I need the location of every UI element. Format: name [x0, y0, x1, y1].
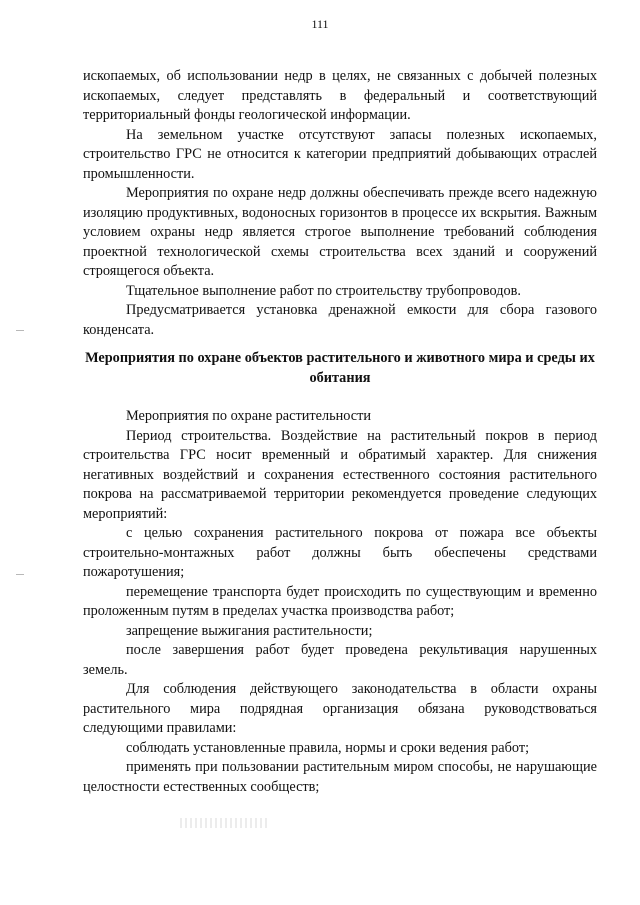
section-heading: Мероприятия по охране объектов растительного и животного мира и среды их обитания [85, 350, 595, 386]
paragraph: Для соблюдения действующего законодательства в области охраны растительного мира подрядная организация обязана руководствоваться следующими правилами: [83, 681, 597, 736]
list-item: применять при пользовании растительным миром способы, не нарушающие целостности естественных сообществ; [83, 759, 597, 795]
paragraph: ископаемых, об использовании недр в целях, не связанных с добычей полезных ископаемых, следует представлять в федеральный и соответствующий территориальный фонды геологической информации. [83, 68, 597, 123]
paragraph: На земельном участке отсутствуют запасы полезных ископаемых, строительство ГРС не относится к категории предприятий добывающих отраслей промышленности. [83, 126, 597, 182]
subheading: Мероприятия по охране растительности [126, 408, 372, 424]
list-item: после завершения работ будет проведена рекультивация нарушенных земель. [83, 642, 597, 678]
margin-mark [16, 574, 24, 575]
list-item: перемещение транспорта будет происходить по существующим и временно проложенным путям в пределах участка производства работ; [83, 583, 597, 619]
page-number: 111 [311, 17, 329, 31]
paragraph: Период строительства. Воздействие на растительный покров в период строительства ГРС носит временный и обратимый характер. Для снижения негативных воздействий и сохранения естественного состояния растительного покрова на рассматриваемой территории рекомендуется проведение следующих мероприятий: [83, 427, 597, 522]
list-item: соблюдать установленные правила, нормы и сроки ведения работ; [126, 739, 530, 756]
paragraph: Тщательное выполнение работ по строительству трубопроводов. [126, 282, 521, 299]
scan-smudge [180, 818, 270, 828]
paragraph: Предусматривается установка дренажной емкости для сбора газового конденсата. [83, 302, 597, 338]
text-block-subsoil [83, 67, 597, 340]
list-item: с целью сохранения растительного покрова от пожара все объекты строительно-монтажных работ должны быть обеспечены средствами пожаротушения; [83, 525, 597, 580]
text-block-vegetation [83, 407, 597, 797]
list-item: запрещение выжигания растительности; [126, 622, 373, 639]
paragraph: Мероприятия по охране недр должны обеспечивать прежде всего надежную изоляцию продуктивных, водоносных горизонтов в процессе их вскрытия. Важным условием охраны недр является строгое выполнение требований соблюдения проектной технологической схемы строительства всех зданий и сооружений строящегося объекта. [83, 185, 597, 279]
margin-mark [16, 330, 24, 331]
